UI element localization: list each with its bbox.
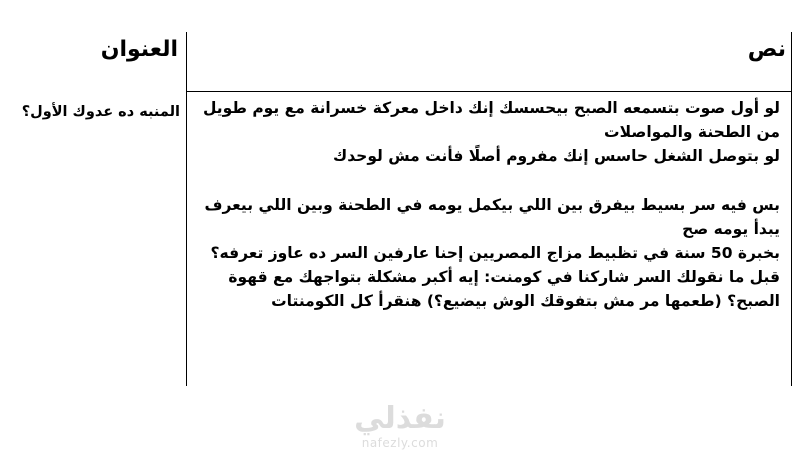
header-title-label: العنوان [100, 37, 178, 62]
text-line: لو بتوصل الشغل حاسس إنك مفروم أصلًا فأنت مش لوحدك [332, 147, 780, 166]
text-line: بخبرة 50 سنة في تظبيط مزاج المصريين إحنا عارفين السر ده عاوز تعرفه؟ [210, 244, 780, 263]
text-line: بس فيه سر بسيط بيفرق بين اللي بيكمل يومه في الطحنة وبين اللي بيعرف يبدأ يومه صح [204, 195, 780, 238]
table-divider-vertical-outer [186, 32, 187, 386]
text-line: لو أول صوت بتسمعه الصبح بيحسسك إنك داخل معركة خسرانة مع يوم طويل من الطحنة والمواصلات [202, 99, 780, 142]
watermark-logo-text: نفذلي [354, 401, 446, 436]
table-divider-vertical-right [791, 32, 792, 386]
row-title: المنبه ده عدوك الأول؟ [21, 104, 180, 120]
paragraph-gap [200, 169, 780, 193]
row-text [200, 96, 780, 314]
watermark-site-text: nafezly.com [361, 436, 439, 450]
nafezly-watermark-logo [330, 402, 470, 460]
text-line: قبل ما نقولك السر شاركنا في كومنت: إيه أكبر مشكلة بتواجهك مع قهوة الصبح؟ (طعمها مر مش بتفوقك الوش بيضيع؟) هنقرأ كل الكومنتات [228, 268, 780, 311]
header-text-label: نص [747, 37, 786, 62]
table-header-divider [186, 91, 792, 92]
